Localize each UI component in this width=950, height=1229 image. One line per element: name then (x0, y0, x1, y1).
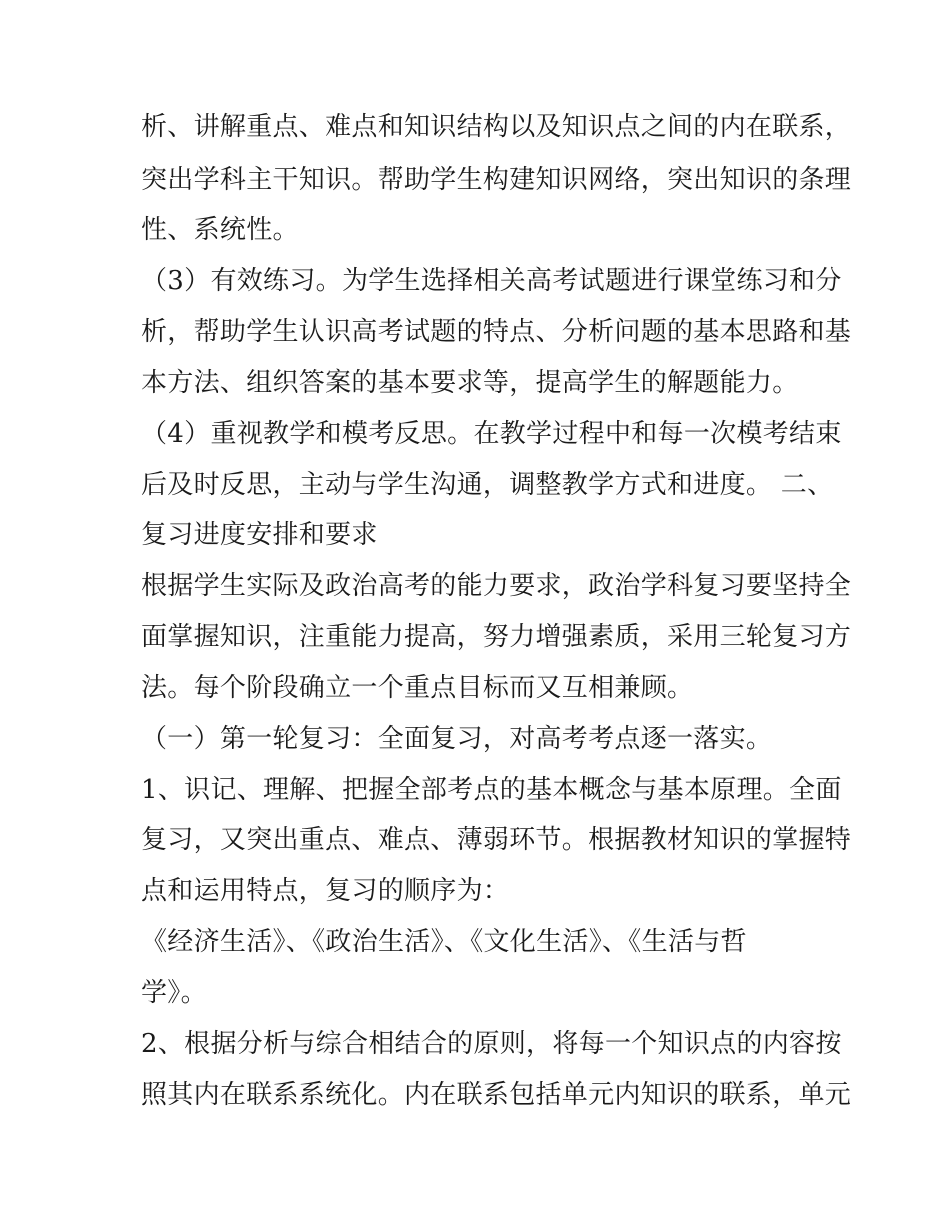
text-line-13: （一）第一轮复习：全面复习，对高考考点逐一落实。 (141, 724, 773, 754)
text-line-2: 突出学科主干知识。帮助学生构建知识网络，突出知识的条理 (141, 165, 852, 195)
text-line-5: 析，帮助学生认识高考试题的特点、分析问题的基本思路和基 (141, 317, 852, 347)
text-line-10: 根据学生实际及政治高考的能力要求，政治学科复习要坚持全 (141, 571, 852, 601)
text-line-16: 点和运用特点，复习的顺序为： (141, 876, 510, 906)
text-line-17: 《经济生活》、《政治生活》、《文化生活》、《生活与哲 (141, 927, 747, 957)
text-line-7: （4）重视教学和模考反思。在教学过程中和每一次模考结束 (141, 419, 842, 449)
text-line-14: 1、识记、理解、把握全部考点的基本概念与基本原理。全面 (141, 775, 842, 805)
text-line-1: 析、讲解重点、难点和知识结构以及知识点之间的内在联系， (141, 112, 852, 142)
text-line-20: 照其内在联系系统化。内在联系包括单元内知识的联系，单元 (141, 1080, 852, 1110)
text-line-3: 性、系统性。 (141, 215, 299, 245)
text-line-11: 面掌握知识，注重能力提高，努力增强素质，采用三轮复习方 (141, 622, 852, 652)
text-line-15: 复习，又突出重点、难点、薄弱环节。根据教材知识的掌握特 (141, 825, 852, 855)
text-line-18: 学》。 (141, 978, 207, 1008)
text-line-19: 2、根据分析与综合相结合的原则，将每一个知识点的内容按 (141, 1029, 842, 1059)
text-line-8: 后及时反思，主动与学生沟通，调整教学方式和进度。 二、 (141, 470, 834, 500)
text-line-6: 本方法、组织答案的基本要求等，提高学生的解题能力。 (141, 368, 799, 398)
text-line-12: 法。每个阶段确立一个重点目标而又互相兼顾。 (141, 673, 694, 703)
text-line-4: （3）有效练习。为学生选择相关高考试题进行课堂练习和分 (141, 266, 842, 296)
text-line-9: 复习进度安排和要求 (141, 520, 378, 550)
